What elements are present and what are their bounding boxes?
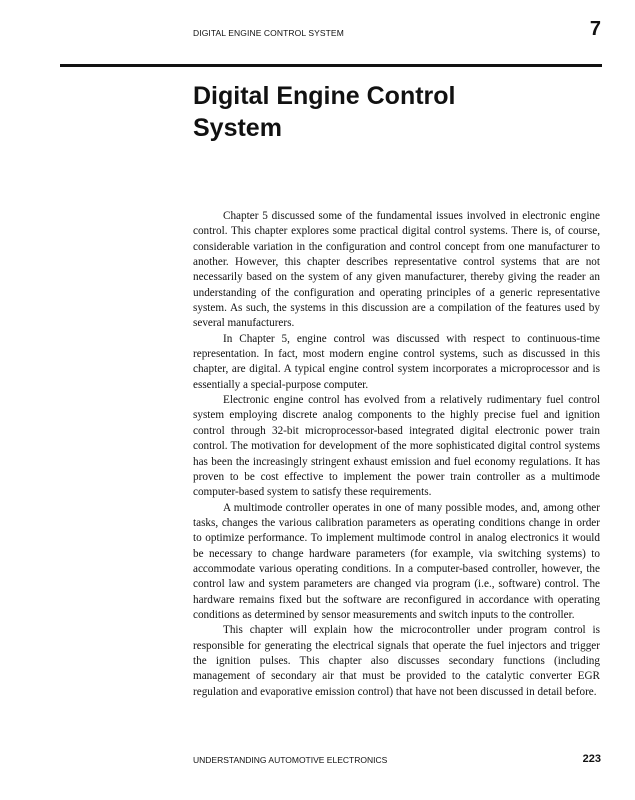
chapter-body (193, 209, 600, 700)
chapter-title: Digital Engine Control System (193, 82, 456, 142)
chapter-number: 7 (589, 18, 601, 40)
body-paragraph: This chapter will explain how the microcontroller under program control is responsible for generating the electrical signals that operate the fuel injectors and trigger the ignition pulses. This chapter also discusses secondary functions (including management of secondary air that must be provided to the catalytic converter EGR regulation and evaporative emission control) that have not been discussed in detail before. (193, 624, 600, 698)
page-number: 223 (582, 753, 601, 765)
body-paragraph: In Chapter 5, engine control was discussed with respect to continuous-time representation. In fact, most modern engine control systems, such as discussed in this chapter, are digital. A typical engine control system incorporates a microprocessor and is essentially a special-purpose computer. (193, 332, 600, 391)
body-paragraph: Chapter 5 discussed some of the fundamental issues involved in electronic engine control. This chapter explores some practical digital control systems. There is, of course, considerable variation in the configuration and control concept from one manufacturer to another. However, this chapter describes representative control systems that are not necessarily based on the system of any given manufacturer, thereby giving the reader an understanding of the configuration and operating principles of a generic representative system. As such, the systems in this discussion are a compilation of the features used by several manufacturers. (193, 210, 600, 330)
body-paragraph: A multimode controller operates in one of many possible modes, and, among other tasks, changes the various calibration parameters as operating conditions change in order to optimize performance. To implement multimode control in analog electronics it would be necessary to change hardware parameters (for example, via switching systems) to accommodate various operating conditions. In a computer-based controller, however, the control law and system parameters are changed via program (i.e., software) control. The hardware remains fixed but the software are reconfigured in accordance with operating conditions as determined by sensor measurements and switch inputs to the controller. (193, 501, 600, 621)
header-divider (60, 64, 602, 67)
running-foot: UNDERSTANDING AUTOMOTIVE ELECTRONICS (193, 755, 388, 765)
body-paragraph: Electronic engine control has evolved from a relatively rudimentary fuel control system employing discrete analog components to the highly precise fuel and ignition control through 32-bit microprocessor-based integrated digital electronic power train control. The motivation for development of the more sophisticated digital control systems has been the increasingly stringent exhaust emission and fuel economy regulations. It has proven to be cost effective to implement the power train controller as a multimode computer-based system to satisfy these requirements. (193, 394, 600, 499)
running-head: DIGITAL ENGINE CONTROL SYSTEM (193, 28, 344, 38)
